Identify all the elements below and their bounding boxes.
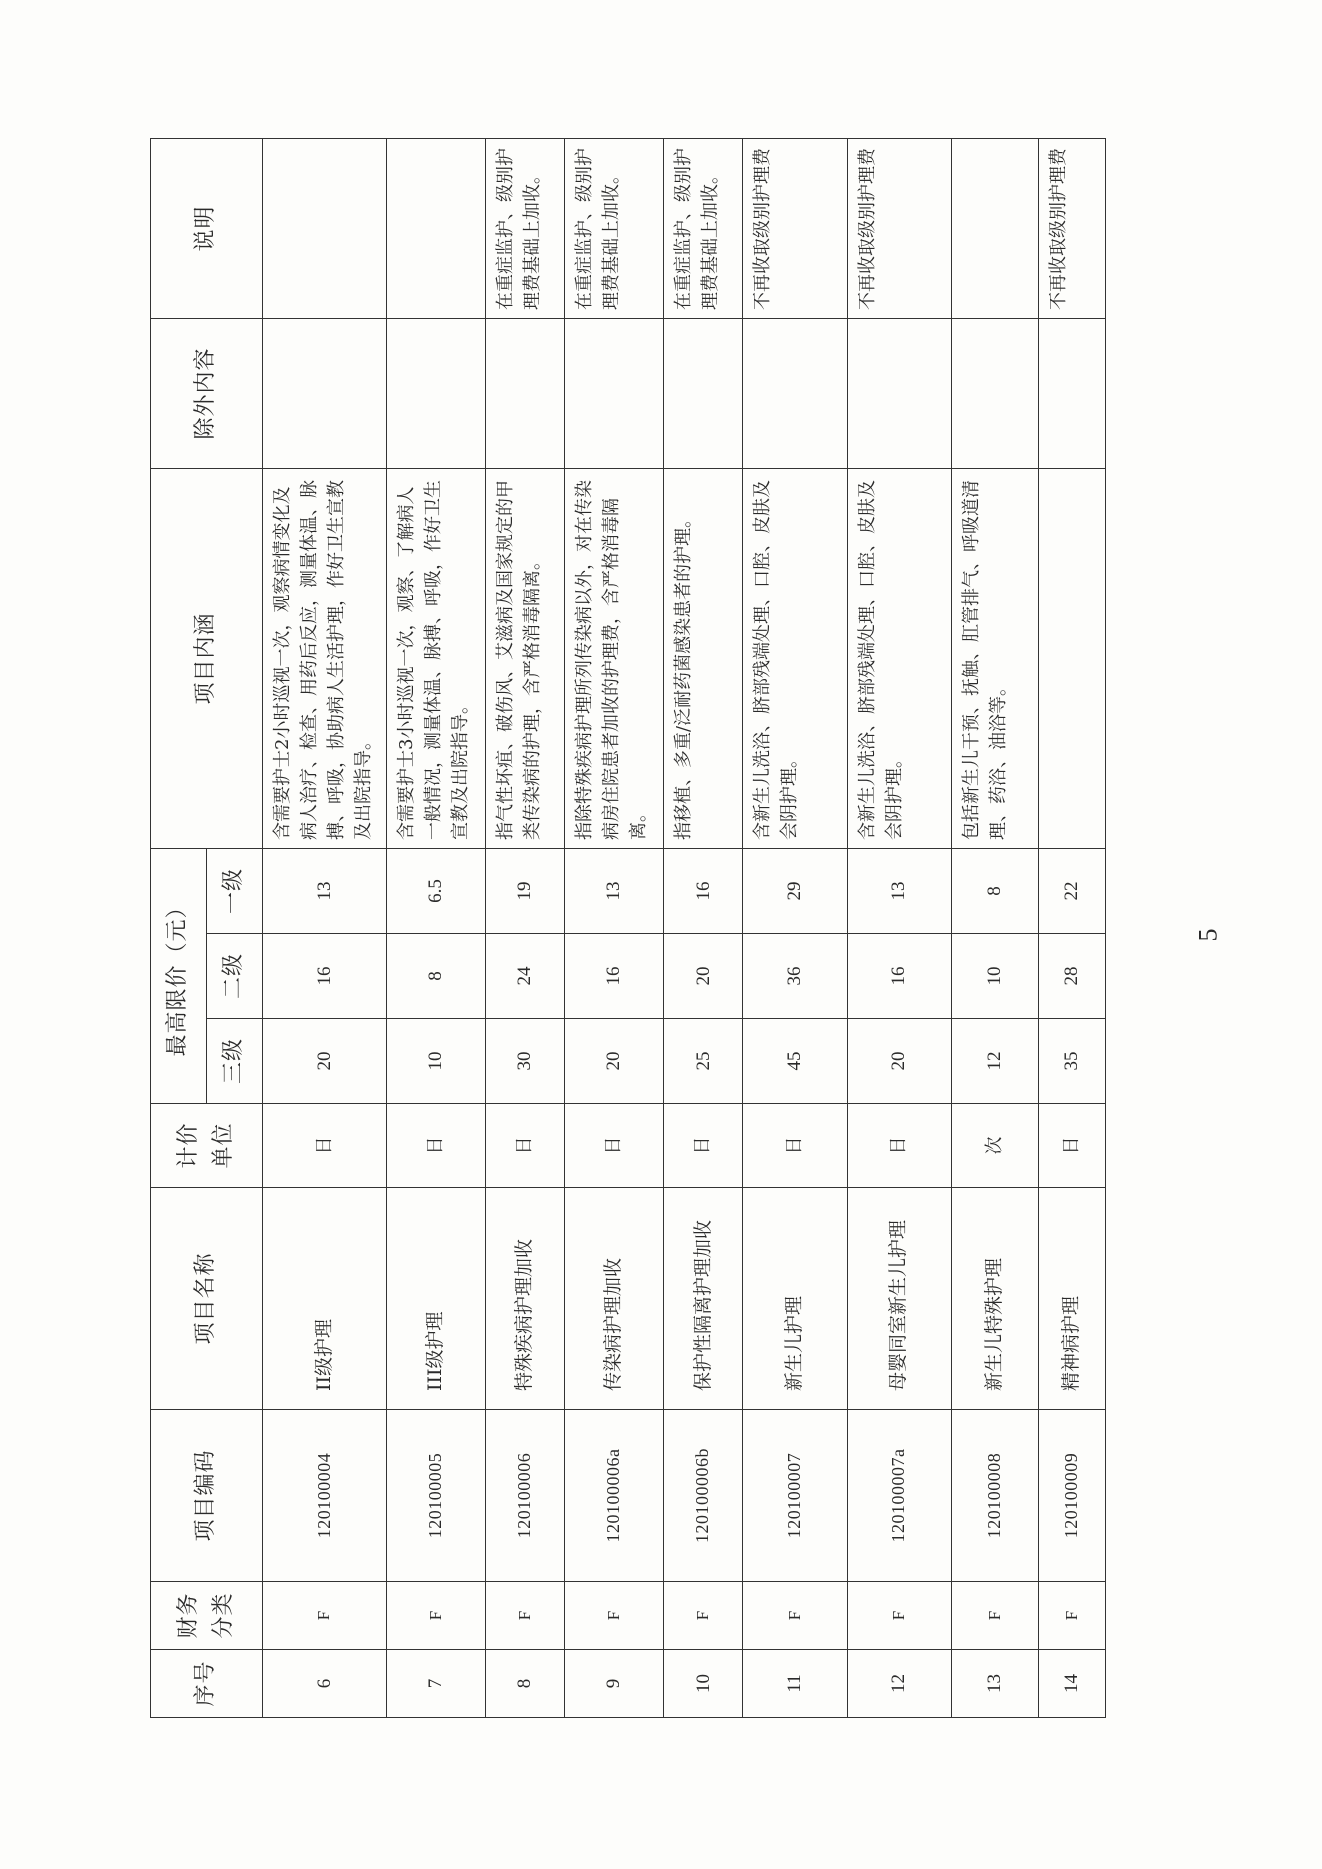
cell-price-level2: 24 [485,934,564,1019]
cell-price-level2: 16 [263,934,387,1019]
cell-fin-cat: F [743,1582,847,1650]
header-level2: 二级 [207,934,263,1019]
cell-exclusions [664,318,743,468]
cell-price-level2: 36 [743,934,847,1019]
cell-exclusions [263,318,387,468]
cell-price-level2: 20 [664,934,743,1019]
cell-price-level2: 8 [387,934,486,1019]
cell-unit: 日 [1039,1104,1106,1188]
header-level3: 三级 [207,1019,263,1104]
cell-seq: 8 [485,1650,564,1718]
header-code: 项目编码 [151,1410,263,1582]
cell-name: 精神病护理 [1039,1188,1106,1410]
cell-code: 120100006b [664,1410,743,1582]
cell-seq: 10 [664,1650,743,1718]
cell-exclusions [387,318,486,468]
cell-price-level1: 13 [847,848,951,933]
cell-price-level1: 22 [1039,848,1106,933]
cell-code: 120100006 [485,1410,564,1582]
cell-price-level3: 10 [387,1019,486,1104]
cell-price-level2: 16 [565,934,664,1019]
header-exclusions: 除外内容 [151,318,263,468]
cell-unit: 日 [485,1104,564,1188]
cell-content: 含需要护士3小时巡视一次，观察、了解病人一般情况，测量体温、脉搏、呼吸，作好卫生宣教及出院指导。 [387,468,486,848]
table-row [951,138,1039,1717]
page-number: 5 [1193,928,1223,942]
table-row [664,138,743,1717]
cell-notes: 在重症监护、级别护理费基础上加收。 [485,138,564,318]
cell-unit: 日 [387,1104,486,1188]
header-name: 项目名称 [151,1188,263,1410]
cell-price-level3: 35 [1039,1019,1106,1104]
cell-code: 120100007 [743,1410,847,1582]
cell-notes [263,138,387,318]
cell-notes [387,138,486,318]
cell-content: 指气性坏疽、破伤风、艾滋病及国家规定的甲类传染病的护理，含严格消毒隔离。 [485,468,564,848]
cell-fin-cat: F [263,1582,387,1650]
cell-name: 传染病护理加收 [565,1188,664,1410]
cell-seq: 12 [847,1650,951,1718]
cell-price-level2: 10 [951,934,1039,1019]
cell-notes: 不再收取级别护理费 [743,138,847,318]
header-seq: 序号 [151,1650,263,1718]
header-notes: 说明 [151,138,263,318]
cell-price-level3: 45 [743,1019,847,1104]
table-row [263,138,387,1717]
cell-code: 120100009 [1039,1410,1106,1582]
cell-seq: 6 [263,1650,387,1718]
cell-fin-cat: F [951,1582,1039,1650]
cell-unit: 日 [847,1104,951,1188]
cell-name: 保护性隔离护理加收 [664,1188,743,1410]
cell-price-level3: 12 [951,1019,1039,1104]
cell-price-level1: 6.5 [387,848,486,933]
cell-price-level2: 28 [1039,934,1106,1019]
cell-name: III级护理 [387,1188,486,1410]
cell-notes: 不再收取级别护理费 [847,138,951,318]
cell-exclusions [951,318,1039,468]
table-row [485,138,564,1717]
cell-unit: 日 [743,1104,847,1188]
cell-seq: 14 [1039,1650,1106,1718]
table-row [387,138,486,1717]
cell-content: 含新生儿洗浴、脐部残端处理、口腔、皮肤及会阴护理。 [847,468,951,848]
cell-content: 包括新生儿干预、抚触、肛管排气、呼吸道清理、药浴、油浴等。 [951,468,1039,848]
header-content: 项目内涵 [151,468,263,848]
cell-content: 指移植、多重/泛耐药菌感染患者的护理。 [664,468,743,848]
table-row [565,138,664,1717]
cell-content: 含新生儿洗浴、脐部残端处理、口腔、皮肤及会阴护理。 [743,468,847,848]
cell-price-level1: 19 [485,848,564,933]
cell-name: 新生儿特殊护理 [951,1188,1039,1410]
cell-price-level1: 13 [565,848,664,933]
cell-fin-cat: F [485,1582,564,1650]
cell-fin-cat: F [1039,1582,1106,1650]
cell-code: 120100005 [387,1410,486,1582]
cell-price-level1: 29 [743,848,847,933]
table-row [743,138,847,1717]
cell-notes [951,138,1039,318]
rotated-table-wrapper [150,139,1106,1718]
price-table [150,138,1106,1718]
cell-notes: 在重症监护、级别护理费基础上加收。 [664,138,743,318]
cell-content: 指除特殊疾病护理所列传染病以外，对在传染病房住院患者加收的护理费，含严格消毒隔离。 [565,468,664,848]
cell-seq: 11 [743,1650,847,1718]
cell-price-level3: 30 [485,1019,564,1104]
cell-price-level3: 20 [565,1019,664,1104]
cell-exclusions [485,318,564,468]
cell-price-level3: 20 [263,1019,387,1104]
cell-price-level1: 13 [263,848,387,933]
cell-notes: 不再收取级别护理费 [1039,138,1106,318]
cell-fin-cat: F [664,1582,743,1650]
cell-unit: 日 [263,1104,387,1188]
cell-unit: 日 [664,1104,743,1188]
cell-fin-cat: F [387,1582,486,1650]
table-body [263,138,1106,1717]
cell-seq: 9 [565,1650,664,1718]
cell-name: 母婴同室新生儿护理 [847,1188,951,1410]
cell-notes: 在重症监护、级别护理费基础上加收。 [565,138,664,318]
cell-unit: 次 [951,1104,1039,1188]
cell-price-level3: 25 [664,1019,743,1104]
cell-fin-cat: F [565,1582,664,1650]
cell-content [1039,468,1106,848]
cell-name: II级护理 [263,1188,387,1410]
header-level1: 一级 [207,848,263,933]
cell-code: 120100006a [565,1410,664,1582]
cell-exclusions [565,318,664,468]
cell-name: 特殊疾病护理加收 [485,1188,564,1410]
table-row [847,138,951,1717]
cell-seq: 7 [387,1650,486,1718]
header-fin-cat: 财务分类 [151,1582,263,1650]
cell-code: 120100004 [263,1410,387,1582]
cell-unit: 日 [565,1104,664,1188]
cell-name: 新生儿护理 [743,1188,847,1410]
cell-exclusions [1039,318,1106,468]
cell-exclusions [743,318,847,468]
table-row [1039,138,1106,1717]
cell-price-level2: 16 [847,934,951,1019]
header-unit: 计价单位 [151,1104,263,1188]
cell-fin-cat: F [847,1582,951,1650]
cell-price-level1: 16 [664,848,743,933]
cell-code: 120100007a [847,1410,951,1582]
cell-price-level1: 8 [951,848,1039,933]
header-max-price: 最高限价（元） [151,848,207,1103]
cell-code: 120100008 [951,1410,1039,1582]
cell-content: 含需要护士2小时巡视一次，观察病情变化及病人治疗、检查、用药后反应，测量体温、脉搏、呼吸，协助病人生活护理，作好卫生宣教及出院指导。 [263,468,387,848]
cell-exclusions [847,318,951,468]
cell-price-level3: 20 [847,1019,951,1104]
header-row-1 [151,138,207,1717]
cell-seq: 13 [951,1650,1039,1718]
